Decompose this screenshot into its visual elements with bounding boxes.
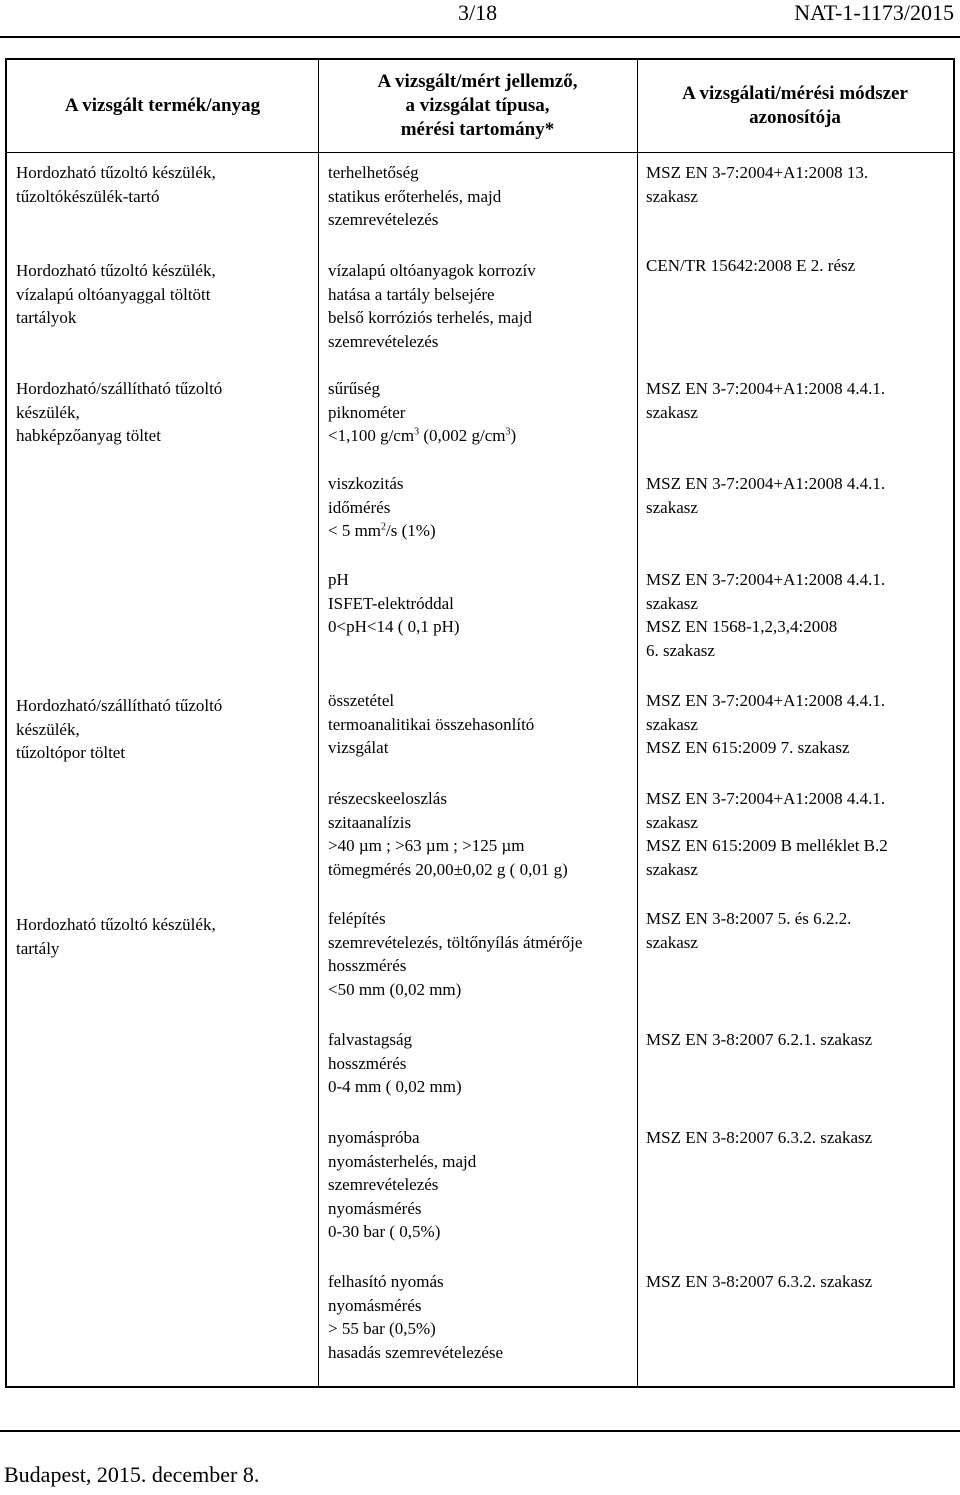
method-cell: MSZ EN 3-7:2004+A1:2008 4.4.1. szakasz MSZ EN 1568-1,2,3,4:2008 6. szakasz <box>646 570 886 660</box>
property-cell: pH ISFET-elektróddal 0<pH<14 ( 0,1 pH) <box>328 570 460 636</box>
property-cell: nyomáspróba nyomásterhelés, majd szemrevételezés nyomásmérés 0-30 bar ( 0,5%) <box>328 1128 477 1241</box>
property-cell: részecskeeloszlás szitaanalízis >40 µm ; >63 µm ; >125 µm tömegmérés 20,00±0,02 g ( 0,01 g) <box>328 789 568 879</box>
property-cell: falvastagság hosszmérés 0-4 mm ( 0,02 mm) <box>328 1030 462 1096</box>
density-range: <1,100 $g/cm^3$ (0,002 $g/cm^3$) <box>328 426 517 445</box>
column-divider <box>318 60 319 1386</box>
method-cell: MSZ EN 3-8:2007 6.3.2. szakasz <box>646 1128 873 1147</box>
method-cell: MSZ EN 3-7:2004+A1:2008 4.4.1. szakasz <box>646 379 886 422</box>
method-cell: MSZ EN 3-7:2004+A1:2008 4.4.1. szakasz MSZ EN 615:2009 B melléklet B.2 szakasz <box>646 789 888 879</box>
method-cell: MSZ EN 3-7:2004+A1:2008 4.4.1. szakasz <box>646 474 886 517</box>
header-method: A vizsgálati/mérési módszer azonosítója <box>682 83 908 128</box>
footer-place-date: Budapest, 2015. december 8. <box>4 1462 260 1487</box>
document-id: NAT-1-1173/2015 <box>794 0 954 25</box>
header-property: A vizsgált/mért jellemző, a vizsgálat típusa, mérési tartomány* <box>377 71 578 140</box>
property-cell: összetétel termoanalitikai összehasonlító vizsgálat <box>328 691 535 757</box>
method-cell: MSZ EN 3-7:2004+A1:2008 4.4.1. szakasz MSZ EN 615:2009 7. szakasz <box>646 691 886 757</box>
property-cell: terhelhetőség statikus erőterhelés, majd szemrevételezés <box>328 163 502 229</box>
property-cell: felépítés szemrevételezés, töltőnyílás átmérője hosszmérés <50 mm (0,02 mm) <box>328 909 583 999</box>
method-cell: MSZ EN 3-8:2007 5. és 6.2.2. szakasz <box>646 909 852 952</box>
product-cell: Hordozható tűzoltó készülék, tűzoltókészülék-tartó <box>16 163 216 206</box>
property-cell: felhasító nyomás nyomásmérés > 55 bar (0,5%) hasadás szemrevételezése <box>328 1272 504 1362</box>
product-cell: Hordozható tűzoltó készülék, vízalapú oltóanyaggal töltött tartályok <box>16 261 216 327</box>
method-cell: MSZ EN 3-8:2007 6.2.1. szakasz <box>646 1030 873 1049</box>
column-divider <box>637 60 638 1386</box>
viscosity-range: < 5 $mm^2/s$ (1%) <box>328 521 436 540</box>
product-cell: Hordozható/szállítható tűzoltó készülék, habképzőanyag töltet <box>16 379 223 445</box>
header-divider <box>7 152 953 153</box>
accreditation-table <box>5 58 955 1388</box>
page-number: 3/18 <box>458 0 498 25</box>
product-cell: Hordozható/szállítható tűzoltó készülék, tűzoltópor töltet <box>16 696 223 762</box>
method-cell: MSZ EN 3-7:2004+A1:2008 13. szakasz <box>646 163 869 206</box>
method-cell: MSZ EN 3-8:2007 6.3.2. szakasz <box>646 1272 873 1291</box>
header-rule <box>0 36 960 38</box>
property-cell: sűrűség piknométer <1,100 $g/cm^3$ (0,002 $g/cm^3$) <box>328 377 516 448</box>
footer-rule <box>0 1430 960 1432</box>
product-cell: Hordozható tűzoltó készülék, tartály <box>16 915 216 958</box>
method-cell: CEN/TR 15642:2008 E 2. rész <box>646 256 856 275</box>
property-cell: vízalapú oltóanyagok korrozív hatása a tartály belsejére belső korróziós terhelés, majd szemrevételezés <box>328 261 536 351</box>
property-cell: viszkozitás időmérés < 5 $mm^2/s$ (1%) <box>328 472 436 543</box>
header-product: A vizsgált termék/anyag <box>64 95 261 116</box>
